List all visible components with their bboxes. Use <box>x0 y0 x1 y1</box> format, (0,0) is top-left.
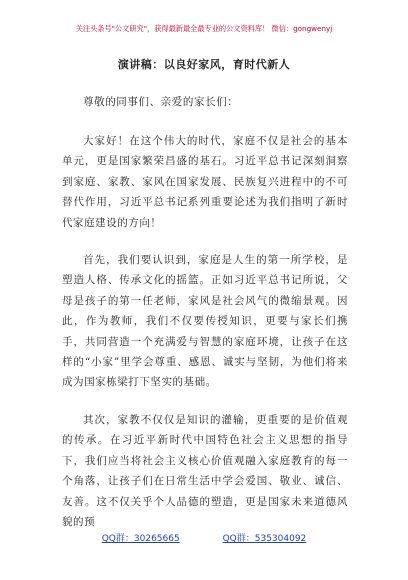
footer <box>0 533 408 545</box>
qq-group-link-1[interactable]: QQ群：30265665 <box>101 534 180 544</box>
paragraph-1: 大家好！在这个伟大的时代，家庭不仅是社会的基本单元，更是国家繁荣昌盛的基石。习近平总书记深刻洞察到家庭、家教、家风在国家发展、民族复兴进程中的不可替代作用，习近平总书记系列重要论述为我们指明了新时代家庭建设的方向！ <box>62 135 348 229</box>
document-body <box>62 92 348 549</box>
salutation: 尊敬的同事们、亲爱的家长们： <box>83 96 239 108</box>
document-title: 演讲稿：以良好家风，育时代新人 <box>117 58 291 71</box>
paragraph-3: 其次，家教不仅仅是知识的灌输，更重要的是价值观的传承。在习近平新时代中国特色社会主义思想的指导下，我们应当将社会主义核心价值观融入家庭教育的每一个角落，让孩子们在日常生活中学会爱国、敬业、诚信、友善。这不仅关乎个人品德的塑造，更是国家未来道德风貌的预 <box>62 413 348 528</box>
paragraph-2: 首先，我们要认识到，家庭是人生的第一所学校，是塑造人格、传承文化的摇篮。正如习近平总书记所说，父母是孩子的第一任老师，家风是社会风气的微缩景观。因此，作为教师，我们不仅要传授知识，更要与家长们携手，共同营造一个充满爱与智慧的家庭环境，让孩子在这样的“小家”里学会尊重、感恩、诚实与坚韧，为他们将来成为国家栋梁打下坚实的基础。 <box>62 254 348 389</box>
header-banner: 关注头条号"公文研究"，获得最新最全最专业的公文资料库！ 微信：gongwenyj <box>75 24 333 33</box>
qq-group-link-2[interactable]: QQ群：535304092 <box>222 534 307 544</box>
